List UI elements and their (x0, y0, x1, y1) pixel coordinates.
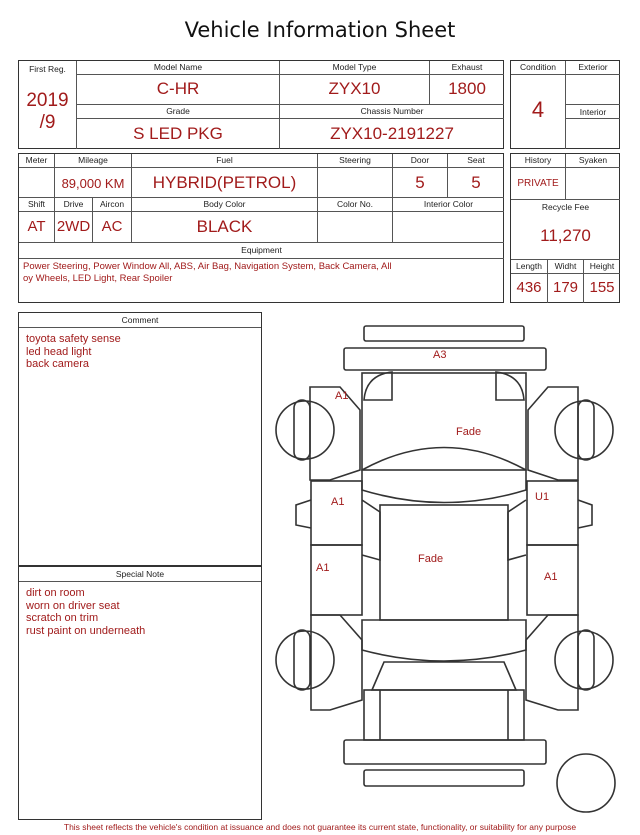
equipment-cell (19, 243, 504, 303)
vehicle-info-block (18, 60, 504, 149)
height-label-cell (584, 260, 620, 274)
grade-cell (77, 119, 280, 149)
comment-heading: Comment (19, 313, 261, 328)
drive-label: Drive (63, 199, 84, 209)
door-label-cell (393, 154, 448, 168)
damage-mark-a1-right-rear-door: A1 (544, 571, 558, 583)
history-block (510, 153, 620, 303)
mileage-label-cell (55, 154, 132, 168)
exhaust-label: Exhaust (451, 62, 483, 72)
body-color-label-cell (132, 198, 318, 212)
spec-block (18, 153, 504, 303)
spare-tire (557, 754, 615, 812)
first-reg-cell (19, 61, 77, 149)
history-label-cell (511, 154, 566, 168)
drive-label-cell (55, 198, 93, 212)
left-front-tire-mount (294, 400, 310, 460)
door-cell (393, 168, 448, 198)
model-type-label: Model Type (332, 62, 377, 72)
model-type-label-cell (280, 61, 430, 75)
equipment-list (23, 261, 500, 285)
right-front-tire (555, 401, 613, 459)
history-cell (511, 168, 566, 200)
interior-color-label-cell (393, 198, 504, 212)
model-name-label-cell (77, 61, 280, 75)
width-cell (548, 274, 584, 303)
first-reg-year: 2019 (26, 90, 69, 111)
seat-cell (448, 168, 504, 198)
equipment-line-2: oy Wheels, LED Light, Rear Spoiler (23, 273, 173, 284)
exterior-label-cell (566, 61, 620, 75)
roof (380, 505, 508, 620)
length-label: Length (516, 261, 542, 271)
note-line: worn on driver seat (26, 599, 120, 612)
left-front-door (311, 481, 362, 545)
special-note-list (26, 587, 145, 637)
rear-bumper (344, 740, 546, 764)
chassis-value: ZYX10-2191227 (330, 124, 454, 143)
right-front-window (508, 500, 526, 560)
recycle-value: 11,270 (540, 226, 591, 245)
rear-window (362, 620, 526, 661)
body-color-cell (132, 212, 318, 243)
steering-label: Steering (339, 155, 371, 165)
meter-label: Meter (25, 155, 48, 165)
body-color-label: Body Color (203, 199, 246, 209)
equipment-label: Equipment (241, 245, 282, 255)
left-rear-tire-mount (294, 630, 310, 690)
shift-cell (19, 212, 55, 243)
right-rear-quarter (526, 615, 578, 710)
comment-list (26, 333, 121, 371)
rear-bumper-bottom (364, 770, 524, 786)
syaken-label-cell (566, 154, 620, 168)
grade-value: S LED PKG (133, 124, 223, 143)
height-label: Height (589, 261, 615, 271)
shift-value: AT (27, 218, 46, 235)
color-no-cell (318, 212, 393, 243)
comment-line: back camera (26, 358, 89, 371)
equipment-line-1: Power Steering, Power Window All, ABS, Air Bag, Navigation System, Back Camera, All (23, 261, 392, 272)
hood (362, 373, 526, 470)
mileage-label: Mileage (78, 155, 108, 165)
length-value: 436 (516, 279, 542, 296)
exhaust-value: 1800 (448, 79, 486, 98)
height-cell (584, 274, 620, 303)
comment-panel (18, 312, 262, 566)
first-reg-label: First Reg. (29, 64, 66, 74)
interior-color-label: Interior Color (423, 199, 474, 209)
special-note-panel (18, 566, 262, 820)
right-rear-tire (555, 631, 613, 689)
tailgate (372, 662, 516, 690)
left-headlight (364, 372, 392, 400)
model-name-value: C-HR (156, 79, 200, 98)
width-value: 179 (552, 279, 579, 296)
condition-label: Condition (520, 62, 556, 72)
damage-mark-a1-front-left: A1 (335, 390, 349, 402)
steering-label-cell (318, 154, 393, 168)
color-no-label-cell (318, 198, 393, 212)
damage-mark-fade-roof: Fade (418, 553, 444, 565)
aircon-label-cell (93, 198, 132, 212)
windshield (362, 448, 526, 503)
aircon-cell (93, 212, 132, 243)
shift-label: Shift (27, 199, 45, 209)
length-label-cell (511, 260, 548, 274)
note-line: scratch on trim (26, 612, 99, 625)
chassis-cell (280, 119, 504, 149)
history-value: PRIVATE (517, 178, 559, 189)
syaken-label: Syaken (578, 155, 608, 165)
seat-label-cell (448, 154, 504, 168)
fuel-label: Fuel (216, 155, 233, 165)
seat-value: 5 (471, 173, 481, 192)
right-front-fender (528, 387, 578, 480)
disclaimer-footer: This sheet reflects the vehicle's condition at issuance and does not guarantee its current state, functionality, or suitability for any purpose (63, 822, 577, 832)
left-front-tire (276, 401, 334, 459)
damage-mark-a3: A3 (433, 349, 447, 361)
interior-label: Interior (579, 107, 607, 117)
right-headlight (496, 372, 524, 400)
damage-mark-u1-right-front-door: U1 (535, 491, 550, 503)
left-rear-quarter (311, 615, 362, 710)
exhaust-cell (430, 75, 504, 105)
damage-mark-fade-hood: Fade (456, 426, 482, 438)
front-bumper-top (364, 326, 524, 341)
right-front-tire-mount (578, 400, 594, 460)
note-line: rust paint on underneath (26, 624, 146, 637)
meter-label-cell (19, 154, 55, 168)
model-name-cell (77, 75, 280, 105)
exhaust-label-cell (430, 61, 504, 75)
right-mirror (578, 500, 592, 528)
fuel-cell (132, 168, 318, 198)
exterior-label: Exterior (578, 62, 608, 72)
drive-value: 2WD (56, 218, 91, 235)
meter-cell (19, 168, 55, 198)
interior-color-cell (393, 212, 504, 243)
condition-label-cell (511, 61, 566, 75)
chassis-label: Chassis Number (360, 106, 424, 116)
body-color-value: BLACK (196, 217, 253, 236)
sheet-title: Vehicle Information Sheet (184, 18, 456, 42)
width-label: Widht (554, 261, 577, 271)
seat-label: Seat (467, 155, 485, 165)
aircon-value: AC (101, 218, 123, 235)
width-label-cell (548, 260, 584, 274)
condition-value: 4 (531, 97, 545, 122)
length-cell (511, 274, 548, 303)
condition-cell (511, 75, 566, 149)
note-line: dirt on room (26, 587, 85, 599)
left-rear-tire (276, 631, 334, 689)
damage-mark-a1-left-rear-door: A1 (316, 562, 330, 574)
aircon-label: Aircon (99, 199, 125, 209)
mileage-cell (55, 168, 132, 198)
right-rear-tire-mount (578, 630, 594, 690)
trunk (364, 690, 524, 740)
interior-label-cell (566, 105, 620, 119)
model-type-value: ZYX10 (328, 79, 381, 98)
model-type-cell (280, 75, 430, 105)
mileage-value: 89,000 KM (61, 176, 125, 191)
recycle-label: Recycle Fee (541, 202, 590, 212)
grade-label: Grade (166, 106, 190, 116)
exterior-cell (566, 75, 620, 105)
first-reg-month: /9 (39, 112, 56, 133)
door-value: 5 (415, 173, 425, 192)
comment-line: led head light (26, 345, 92, 358)
drive-cell (55, 212, 93, 243)
shift-label-cell (19, 198, 55, 212)
history-label: History (524, 155, 552, 165)
left-front-window (362, 500, 380, 560)
fuel-value: HYBRID(PETROL) (152, 173, 297, 192)
damage-mark-a1-left-front-door: A1 (331, 496, 345, 508)
interior-cell (566, 119, 620, 149)
steering-cell (318, 168, 393, 198)
grade-label-cell (77, 105, 280, 119)
recycle-cell (511, 200, 620, 260)
left-rear-door (311, 545, 362, 615)
model-name-label: Model Name (153, 62, 203, 72)
special-note-heading: Special Note (19, 567, 261, 582)
chassis-label-cell (280, 105, 504, 119)
comment-line: toyota safety sense (26, 333, 121, 345)
syaken-cell (566, 168, 620, 200)
door-label: Door (410, 155, 430, 165)
height-value: 155 (589, 279, 615, 296)
fuel-label-cell (132, 154, 318, 168)
left-mirror (296, 500, 311, 528)
condition-block (510, 60, 620, 149)
color-no-label: Color No. (337, 199, 373, 209)
